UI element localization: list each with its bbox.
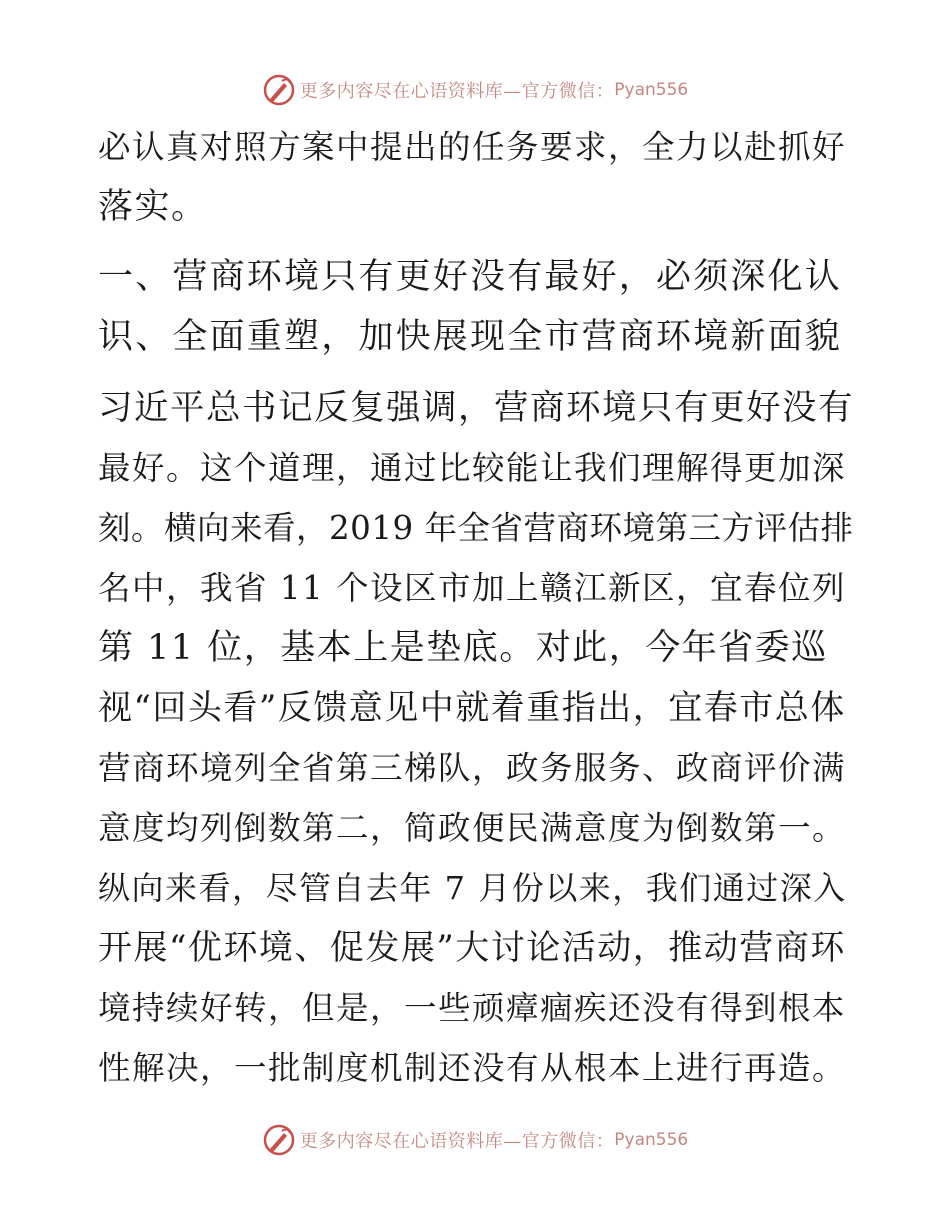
watermark-wechat-id: Pyan556 xyxy=(614,80,689,100)
body-line: 境持续好转，但是，一些顽瘴痼疾还没有得到根本 xyxy=(98,989,847,1027)
pen-logo-icon xyxy=(262,1123,296,1157)
body-line: 习近平总书记反复强调，营商环境只有更好没有 xyxy=(98,388,854,428)
body-line: 性解决，一批制度机制还没有从根本上进行再造。 xyxy=(98,1049,847,1087)
watermark-footer xyxy=(0,1120,950,1160)
section-heading-line: 识、全面重塑，加快展现全市营商环境新面貌 xyxy=(98,317,843,357)
body-line: 必认真对照方案中提出的任务要求，全力以赴抓好 xyxy=(98,128,847,166)
body-line: 视“回头看”反馈意见中就着重指出，宜春市总体 xyxy=(98,688,846,728)
body-line: 名中，我省 11 个设区市加上赣江新区，宜春位列 xyxy=(98,569,847,607)
body-line: 营商环境列全省第三梯队，政务服务、政商评价满 xyxy=(98,749,847,787)
body-line: 开展“优环境、促发展”大讨论活动，推动营商环 xyxy=(98,928,846,968)
watermark-wechat-id: Pyan556 xyxy=(614,1130,689,1150)
body-line: 纵向来看，尽管自去年 7 月份以来，我们通过深入 xyxy=(98,869,847,907)
section-heading-line: 一、营商环境只有更好没有最好，必须深化认 xyxy=(98,257,843,297)
watermark-text: 更多内容尽在心语资料库—官方微信： xyxy=(299,81,615,102)
body-line: 最好。这个道理，通过比较能让我们理解得更加深 xyxy=(98,449,847,487)
body-line: 意度均列倒数第二，简政便民满意度为倒数第一。 xyxy=(98,809,847,847)
watermark-text: 更多内容尽在心语资料库—官方微信： xyxy=(299,1131,615,1152)
body-line: 第 11 位，基本上是垫底。对此，今年省委巡 xyxy=(98,628,828,668)
body-line: 刻。横向来看，2019 年全省营商环境第三方评估排 xyxy=(98,509,854,547)
body-line: 落实。 xyxy=(98,187,208,227)
